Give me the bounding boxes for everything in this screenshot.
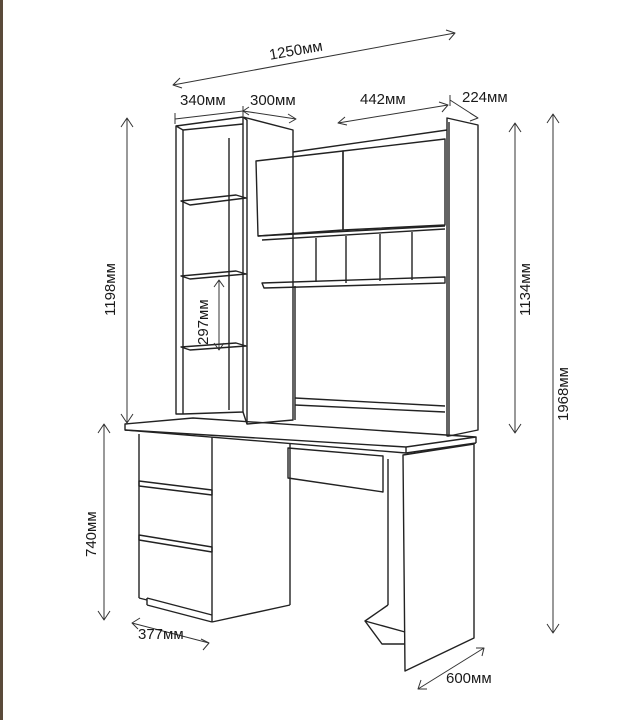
right-leg bbox=[365, 444, 474, 671]
dim-total-height: 1968мм bbox=[555, 367, 572, 421]
dim-right-panel-depth: 224мм bbox=[462, 89, 508, 106]
dim-left-shelf-width: 340мм bbox=[180, 92, 226, 109]
desk-top bbox=[125, 418, 476, 453]
drawer-pedestal bbox=[139, 434, 290, 622]
dimension-lines bbox=[98, 30, 559, 689]
dim-drawer-width: 377мм bbox=[138, 626, 184, 643]
dim-desk-height: 740мм bbox=[83, 511, 100, 557]
dim-hutch-height-left: 1198мм bbox=[102, 263, 119, 316]
dim-desk-depth: 600мм bbox=[446, 670, 492, 687]
dim-hutch-height-right: 1134мм bbox=[517, 263, 534, 316]
right-panel bbox=[447, 118, 478, 436]
dim-gap-width: 300мм bbox=[250, 92, 296, 109]
dim-cabinet-width: 442мм bbox=[360, 91, 406, 108]
left-shelf-unit bbox=[176, 117, 246, 414]
top-cabinet bbox=[256, 130, 447, 420]
central-panel bbox=[243, 117, 293, 424]
keyboard-drawer bbox=[288, 448, 383, 492]
dim-total-width: 1250мм bbox=[267, 37, 324, 64]
dim-shelf-spacing: 297мм bbox=[195, 299, 212, 345]
